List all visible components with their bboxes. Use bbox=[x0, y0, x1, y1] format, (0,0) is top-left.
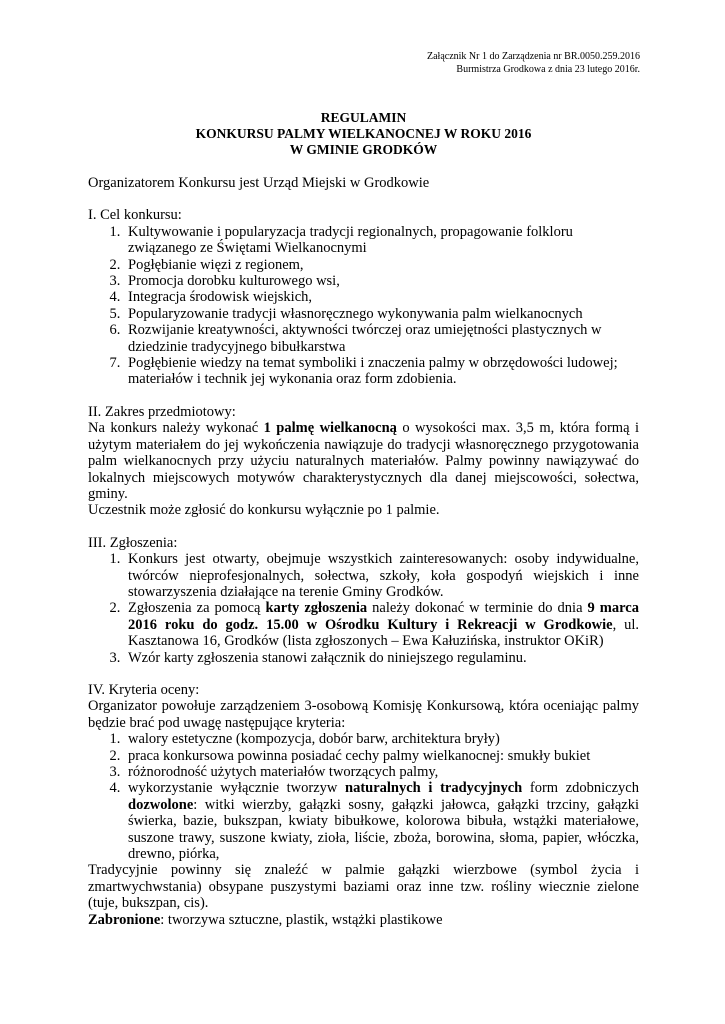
document-page bbox=[88, 50, 639, 928]
text-run: wykorzystanie wyłącznie tworzyw bbox=[128, 780, 346, 797]
list-item: 3. różnorodność użytych materiałów tworzących palmy, bbox=[124, 764, 639, 780]
list-item: 1. Kultywowanie i popularyzacja tradycji regionalnych, propagowanie folkloru związanego ze Świętami Wielkanocnymi bbox=[124, 224, 639, 257]
title-line1: REGULAMIN bbox=[320, 110, 407, 125]
text-run: form zdobniczych bbox=[522, 780, 639, 797]
text-run: : tworzywa sztuczne, plastik, wstążki plastikowe bbox=[160, 911, 443, 928]
text-run: Na konkurs należy wykonać bbox=[88, 420, 264, 437]
section2-paragraph bbox=[88, 420, 639, 502]
section4-intro: Organizator powołuje zarządzeniem 3-osobową Komisję Konkursową, która oceniając palmy będzie brać pod uwagę następujące kryteria: bbox=[88, 698, 639, 731]
section4-list bbox=[88, 731, 639, 862]
section1-heading: I. Cel konkursu: bbox=[88, 207, 182, 224]
section4-heading: IV. Kryteria oceny: bbox=[88, 681, 200, 698]
section3-heading: III. Zgłoszenia: bbox=[88, 534, 178, 551]
title-line2: KONKURSU PALMY WIELKANOCNEJ W ROKU 2016 bbox=[195, 126, 532, 141]
list-item bbox=[124, 780, 639, 862]
document-title bbox=[88, 110, 639, 158]
organizer-statement: Organizatorem Konkursu jest Urząd Miejski w Grodkowie bbox=[88, 175, 430, 191]
list-item: 2. praca konkursowa powinna posiadać cechy palmy wielkanocnej: smukły bukiet bbox=[124, 748, 639, 764]
section1-list bbox=[88, 224, 639, 388]
text-run: o wysokości max. 3,5 m, która formą i użytym materiałem do jej wykończenia nawiązuje do tradycji własnoręcznego przygotowania palm wielkanocnych przy użyciu naturalnych materiałów. Palmy powinny nawiązywać do lokalnych miejscowych motywów charakterystycznych dla danej miejscowości, sołectwa, gminy. bbox=[88, 420, 639, 502]
text-run: , ul. Kasztanowa 16, Grodków (lista zgłoszonych – Ewa Kałuzińska, instruktor OKiR) bbox=[128, 616, 640, 650]
list-item: 6. Rozwijanie kreatywności, aktywności twórczej oraz umiejętności plastycznych w dziedzinie tradycyjnego bibułkarstwa bbox=[124, 322, 639, 355]
list-item: 5. Popularyzowanie tradycji własnoręcznego wykonywania palm wielkanocnych bbox=[124, 306, 639, 322]
attachment-note-line2: Burmistrza Grodkowa z dnia 23 lutego 2016r. bbox=[456, 64, 640, 75]
text-run-bold: karty zgłoszenia bbox=[265, 600, 368, 617]
list-item: 2. Pogłębianie więzi z regionem, bbox=[124, 257, 639, 273]
attachment-note bbox=[88, 50, 640, 76]
list-item bbox=[124, 600, 639, 649]
text-run-bold: Zabronione bbox=[88, 911, 161, 928]
text-run-bold: naturalnych i tradycyjnych bbox=[345, 780, 523, 797]
title-line3: W GMINIE GRODKÓW bbox=[289, 142, 438, 157]
forbidden-materials bbox=[88, 912, 639, 928]
text-run-bold: 1 palmę wielkanocną bbox=[263, 420, 397, 437]
section3-list bbox=[88, 551, 639, 666]
text-run-bold: dozwolone bbox=[128, 796, 194, 813]
traditional-materials-paragraph: Tradycyjnie powinny się znaleźć w palmie gałązki wierzbowe (symbol życia i zmartwychwstania) obsypane puszystymi baziami oraz inne tzw. rośliny wiecznie zielone (tuje, bukszpan, cis). bbox=[88, 862, 639, 912]
section2-note: Uczestnik może zgłosić do konkursu wyłącznie po 1 palmie. bbox=[88, 502, 440, 519]
text-run-bold: 9 marca 2016 roku do godz. 15.00 w Ośrodku Kultury i Rekreacji w Grodkowie bbox=[128, 600, 639, 633]
list-item: 7. Pogłębienie wiedzy na temat symboliki i znaczenia palmy w obrzędowości ludowej; materiałów i technik jej wykonania oraz form zdobienia. bbox=[124, 355, 639, 388]
list-item: 3. Promocja dorobku kulturowego wsi, bbox=[124, 273, 639, 289]
list-item: 4. Integracja środowisk wiejskich, bbox=[124, 289, 639, 305]
attachment-note-line1: Załącznik Nr 1 do Zarządzenia nr BR.0050.259.2016 bbox=[427, 51, 640, 62]
section2-heading: II. Zakres przedmiotowy: bbox=[88, 403, 236, 420]
list-item: 1. Konkurs jest otwarty, obejmuje wszystkich zainteresowanych: osoby indywidualne, twórców nieprofesjonalnych, sołectwa, szkoły, koła gospodyń wiejskich i inne stowarzyszenia działające na terenie Gminy Grodków. bbox=[124, 551, 639, 600]
text-run: należy dokonać w terminie do dnia bbox=[367, 600, 588, 617]
list-item: 3. Wzór karty zgłoszenia stanowi załącznik do niniejszego regulaminu. bbox=[124, 650, 639, 666]
text-run: : witki wierzby, gałązki sosny, gałązki jałowca, gałązki trzciny, gałązki świerka, bazie, bukszpan, kwiaty bibułkowe, kolorowa bibuła, wstążki materiałowe, suszone trawy, suszone kwiaty, zioła, liście, zboża, borowina, słoma, papier, włóczka, drewno, piórka, bbox=[128, 796, 639, 863]
list-item: 1. walory estetyczne (kompozycja, dobór barw, architektura bryły) bbox=[124, 731, 639, 747]
text-run: Zgłoszenia za pomocą bbox=[128, 600, 266, 617]
